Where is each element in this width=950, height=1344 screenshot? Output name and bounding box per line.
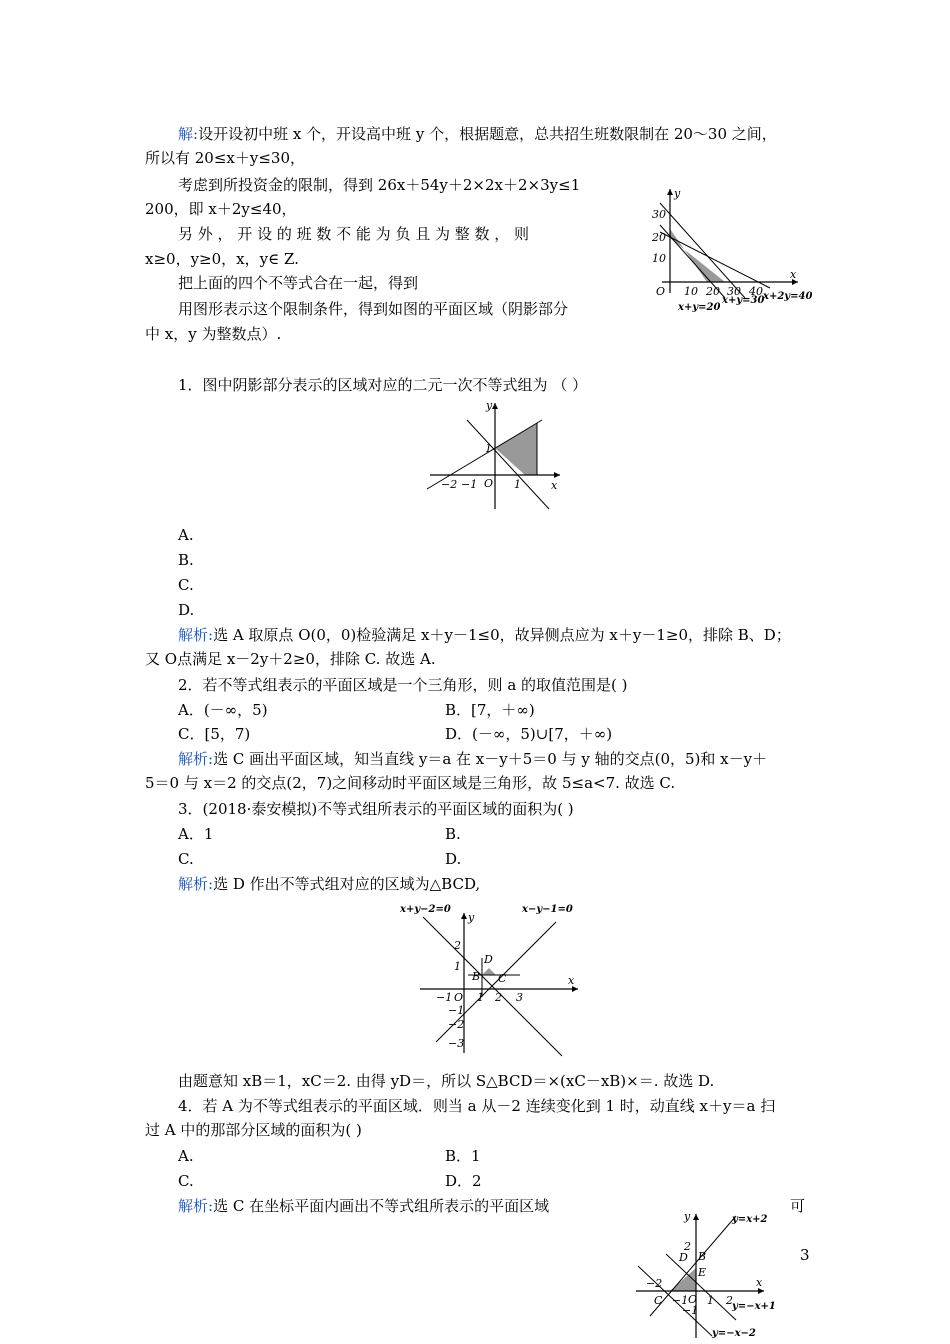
- q1-option-a: A.: [178, 526, 194, 544]
- q4-option-b: B．1: [445, 1147, 481, 1165]
- q1-analysis-line-1: [178, 625, 791, 645]
- q1-tick-neg1: −1: [461, 478, 478, 491]
- intro-line-9: 中 x，y 为整数点）.: [145, 325, 282, 343]
- fig1-ytick-20: 20: [652, 231, 666, 244]
- q4-label-y-neg-x-plus-1: y=−x+1: [732, 1301, 776, 1312]
- q4-point-d: D: [679, 1251, 688, 1264]
- q1-stem: 1．图中阴影部分表示的区域对应的二元一次不等式组为 （ ）: [178, 376, 588, 394]
- intro-line-2: 所以有 20≤x＋y≤30，: [145, 149, 306, 167]
- q3-xtick-neg1: −1: [436, 991, 453, 1004]
- intro-line-3: 考虑到所投资金的限制，得到 26x＋54y＋2×2x＋2×3y≤1: [178, 176, 581, 194]
- q3-origin: O: [454, 991, 464, 1004]
- q1-option-d: D.: [178, 601, 195, 619]
- q3-xtick-1: 1: [477, 991, 484, 1004]
- shaded-region: [670, 229, 725, 282]
- q4-point-e: E: [698, 1266, 707, 1279]
- q1-origin: O: [484, 477, 494, 490]
- intro-line-7: 把上面的四个不等式合在一起，得到: [178, 274, 419, 292]
- q1-x-label: x: [551, 479, 558, 492]
- figure-q3: [400, 898, 580, 1058]
- q2-option-d: D．(－∞，5)∪[7，＋∞): [445, 725, 613, 743]
- fig1-x-label: x: [790, 268, 797, 281]
- intro-line-4: 200，即 x＋2y≤40，: [145, 200, 297, 218]
- q3-stem: 3．(2018·泰安模拟)不等式组所表示的平面区域的面积为( ): [178, 800, 574, 818]
- intro-line-6: x≥0，y≥0，x，y∈ Z.: [145, 250, 299, 268]
- q4-point-b: B: [698, 1250, 707, 1263]
- q4-tick-neg2: −2: [646, 1277, 663, 1290]
- intro-line-5: 另 外 ， 开 设 的 班 数 不 能 为 负 且 为 整 数 ， 则: [178, 225, 530, 243]
- q4-tick-x2: 2: [726, 1294, 733, 1307]
- figure-class-planning: [630, 183, 820, 318]
- figure-q1: [422, 397, 562, 512]
- fig1-y-label: y: [674, 187, 681, 200]
- q3-line-x-plus-y-2: [423, 917, 562, 1056]
- q3-ytick-neg2: −2: [448, 1018, 465, 1031]
- fig1-origin: O: [656, 285, 666, 298]
- q4-stem-line-1: 4．若 A 为不等式组表示的平面区域．则当 a 从－2 连续变化到 1 时，动直线 x＋y＝a 扫: [178, 1097, 776, 1115]
- q4-analysis-text-1: 选 C 在坐标平面内画出不等式组所表示的平面区域: [213, 1197, 550, 1215]
- line-x-plus-y-30: [660, 203, 745, 298]
- q3-point-d: D: [484, 953, 493, 966]
- q1-y-label: y: [486, 399, 493, 412]
- q4-option-c: C.: [178, 1172, 194, 1190]
- q2-stem: 2．若不等式组表示的平面区域是一个三角形，则 a 的取值范围是( ): [178, 676, 628, 694]
- intro-line-1: [178, 124, 777, 144]
- fig1-label-x2y40: x+2y=40: [763, 291, 813, 302]
- q3-y-label: y: [468, 911, 475, 924]
- fig1-xtick-20: 20: [706, 285, 720, 298]
- q4-label-y-neg-x-minus-2: y=−x−2: [712, 1328, 756, 1339]
- q1-analysis-label: 解析:: [178, 626, 214, 644]
- fig1-xtick-30: 30: [727, 285, 741, 298]
- q3-option-d: D.: [445, 850, 462, 868]
- q3-ytick-neg1: −1: [448, 1004, 465, 1017]
- q3-analysis-line-1: [178, 874, 480, 894]
- fig1-xtick-40: 40: [749, 285, 763, 298]
- q3-label-right: x−y−1=0: [522, 904, 573, 915]
- fig1-xtick-10: 10: [684, 285, 698, 298]
- q1-tick-neg2: −2: [441, 478, 458, 491]
- q4-option-a: A.: [178, 1147, 194, 1165]
- q3-ytick-neg3: −3: [448, 1037, 465, 1050]
- fig1-ytick-10: 10: [652, 252, 666, 265]
- q4-tick-yneg1: −1: [682, 1304, 699, 1317]
- page-number: 3: [800, 1246, 810, 1264]
- q1-tick-x1: 1: [514, 478, 521, 491]
- q2-analysis-text-1: 选 C 画出平面区域，知当直线 y＝a 在 x－y＋5＝0 与 y 轴的交点(0，5)和 x－y＋: [213, 750, 768, 768]
- q4-tick-x1: 1: [707, 1294, 714, 1307]
- q1-analysis-text-1: 选 A 取原点 O(0，0)检验满足 x＋y－1≤0，故异侧点应为 x＋y－1≥0，排除 B、D；: [213, 626, 791, 644]
- fig1-ytick-30: 30: [652, 208, 666, 221]
- q3-label-left: x+y−2=0: [400, 904, 451, 915]
- figure-q4: [632, 1208, 812, 1342]
- q4-analysis-label: 解析:: [178, 1197, 214, 1215]
- q4-tick-neg1: −1: [672, 1294, 689, 1307]
- q3-option-c: C.: [178, 850, 194, 868]
- q3-analysis-label: 解析:: [178, 875, 214, 893]
- q4-y-label: y: [684, 1210, 691, 1223]
- q4-analysis-tail: 可: [790, 1197, 806, 1215]
- q3-point-c: C: [498, 972, 507, 985]
- q3-xtick-2: 2: [495, 991, 502, 1004]
- q3-ytick-2: 2: [454, 939, 461, 952]
- q4-stem-line-2: 过 A 中的那部分区域的面积为( ): [145, 1121, 362, 1139]
- fig1-label-xy20: x+y=20: [678, 302, 721, 313]
- q2-option-a: A．(－∞，5): [178, 701, 268, 719]
- solution-label: 解:: [178, 125, 199, 143]
- q3-option-a: A．1: [178, 825, 214, 843]
- q1-tick-y1: 1: [485, 442, 492, 455]
- q4-origin: O: [688, 1293, 698, 1306]
- q4-option-d: D．2: [445, 1172, 482, 1190]
- q4-tick-y2: 2: [684, 1240, 691, 1253]
- q3-ytick-1: 1: [454, 960, 461, 973]
- q1-option-c: C.: [178, 576, 194, 594]
- fig1-label-xy30: x+y=30: [722, 295, 765, 306]
- q4-label-y-x-plus-2: y=x+2: [732, 1214, 768, 1225]
- q4-point-c: C: [654, 1294, 663, 1307]
- q4-analysis-line-1: [178, 1196, 549, 1216]
- q3-option-b: B.: [445, 825, 461, 843]
- q3-conclusion: 由题意知 xB＝1，xC＝2. 由得 yD＝，所以 S△BCD＝×(xC－xB)×＝. 故选 D.: [178, 1072, 715, 1090]
- q2-analysis-line-1: [178, 749, 767, 769]
- q1-shaded-region: [495, 423, 537, 475]
- q1-analysis-line-2: 又 O点满足 x－2y＋2≥0，排除 C. 故选 A.: [145, 650, 436, 668]
- q2-analysis-line-2: 5＝0 与 x＝2 的交点(2，7)之间移动时平面区域是三角形，故 5≤a<7. 故选 C.: [145, 774, 676, 792]
- intro-line-8: 用图形表示这个限制条件，得到如图的平面区域（阴影部分: [178, 300, 569, 318]
- q3-x-label: x: [568, 974, 575, 987]
- q2-option-b: B．[7，＋∞): [445, 701, 535, 719]
- q2-analysis-label: 解析:: [178, 750, 214, 768]
- intro-text-1: 设开设初中班 x 个，开设高中班 y 个，根据题意，总共招生班数限制在 20～30 之间，: [198, 125, 777, 143]
- q1-option-b: B.: [178, 551, 194, 569]
- q2-option-c: C．[5，7): [178, 725, 251, 743]
- q3-shaded-triangle: [482, 968, 496, 975]
- q3-xtick-3: 3: [516, 991, 523, 1004]
- q3-analysis-text-1: 选 D 作出不等式组对应的区域为△BCD,: [213, 875, 481, 893]
- q4-x-label: x: [756, 1276, 763, 1289]
- q3-point-b: B: [472, 970, 481, 983]
